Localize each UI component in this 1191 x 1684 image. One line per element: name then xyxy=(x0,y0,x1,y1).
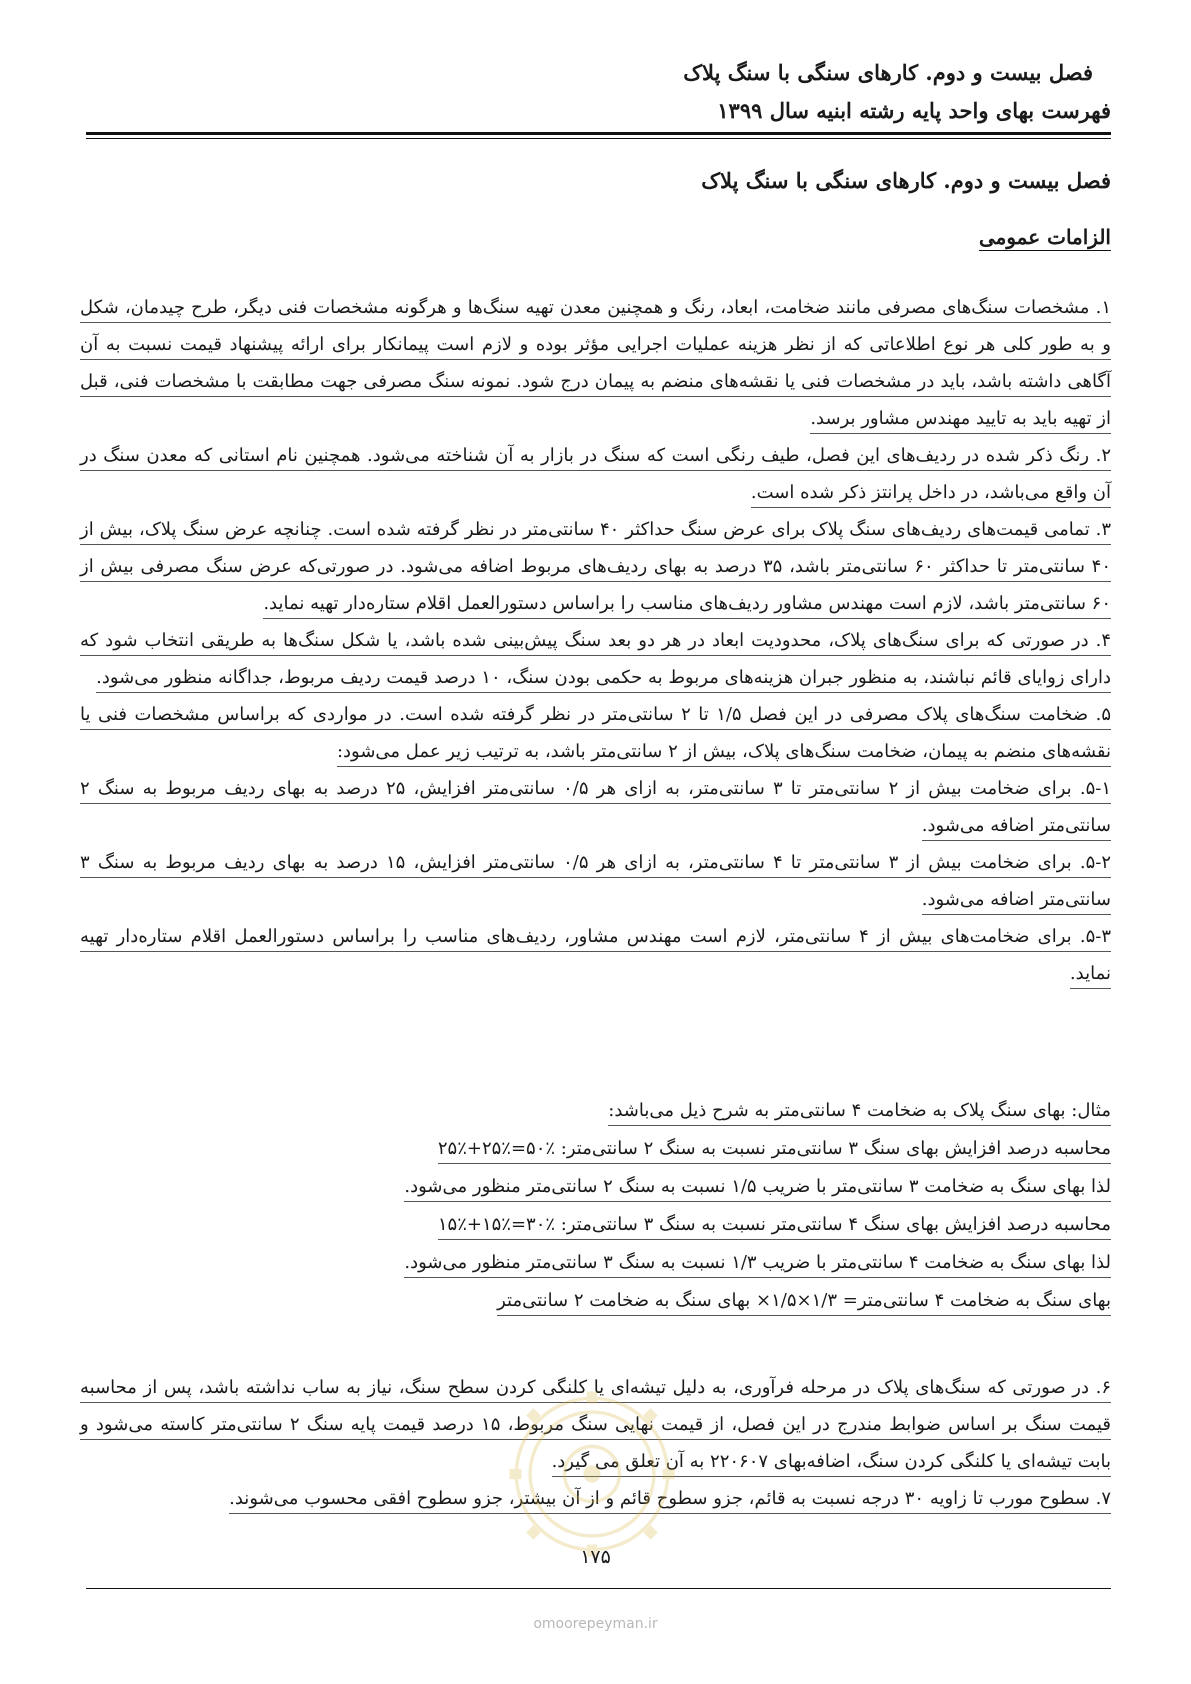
paragraph-3: ۳. تمامی قیمت‌های ردیف‌های سنگ پلاک برای عرض سنگ حداکثر ۴۰ سانتی‌متر در نظر گرفته شده است. چنانچه عرض سنگ پلاک، بیش از ۴۰ سانتی‌متر تا حداکثر ۶۰ سانتی‌متر باشد، ۳۵ درصد به بهای ردیف‌های مربوط اضافه می‌شود. در صورتی‌که عرض سنگ مصرفی بیش از ۶۰ سانتی‌متر باشد، لازم است مهندس مشاور ردیف‌های مناسب را براساس دستورالعمل اقلام ستاره‌دار تهیه نماید. xyxy=(80,511,1111,622)
paragraph-5-1: ۵-۱. برای ضخامت بیش از ۲ سانتی‌متر تا ۳ سانتی‌متر، به ازای هر ۰/۵ سانتی‌متر افزایش، ۲۵ درصد به بهای ردیف مربوط به سنگ ۲ سانتی‌متر اضافه می‌شود. xyxy=(80,770,1111,844)
header-rule-thick xyxy=(86,132,1111,135)
section-title: الزامات عمومی xyxy=(978,225,1111,249)
example-line: محاسبه درصد افزایش بهای سنگ ۴ سانتی‌متر نسبت به سنگ ۳ سانتی‌متر: ٪۳۰=٪۱۵+٪۱۵ xyxy=(80,1206,1111,1244)
page-number: ۱۷۵ xyxy=(580,1546,611,1568)
chapter-title: فصل بیست و دوم. کارهای سنگی با سنگ پلاک xyxy=(701,168,1111,193)
example-line: لذا بهای سنگ به ضخامت ۴ سانتی‌متر با ضریب ۱/۳ نسبت به سنگ ۳ سانتی‌متر منظور می‌شود. xyxy=(80,1244,1111,1282)
example-line: محاسبه درصد افزایش بهای سنگ ۳ سانتی‌متر نسبت به سنگ ۲ سانتی‌متر: ٪۵۰=٪۲۵+٪۲۵ xyxy=(80,1130,1111,1168)
gear-seal-icon xyxy=(506,1388,678,1560)
paragraph-2: ۲. رنگ ذکر شده در ردیف‌های این فصل، طیف رنگی است که سنگ در بازار به آن شناخته می‌شود. همچنین نام استانی که معدن سنگ در آن واقع می‌باشد، در داخل پرانتز ذکر شده است. xyxy=(80,437,1111,511)
footer-rule xyxy=(86,1588,1111,1589)
paragraph-4: ۴. در صورتی که برای سنگ‌های پلاک، محدودیت ابعاد در هر دو بعد سنگ پیش‌بینی شده باشد، یا شکل سنگ‌ها به طریقی انتخاب شود که دارای زوایای قائم نباشند، به منظور جبران هزینه‌های مربوط به حکمی بودن سنگ، ۱۰ درصد قیمت ردیف مربوط، جداگانه منظور می‌شود. xyxy=(80,622,1111,696)
paragraph-1: ۱. مشخصات سنگ‌های مصرفی مانند ضخامت، ابعاد، رنگ و همچنین معدن تهیه سنگ‌ها و هرگونه مشخصات فنی دیگر، طرح چیدمان، شکل و به طور کلی هر نوع اطلاعاتی که از نظر هزینه عملیات اجرایی مؤثر بوده و لازم است پیمانکار برای ارائه پیشنهاد قیمت نسبت به آن آگاهی داشته باشد، باید در مشخصات فنی یا نقشه‌های منضم به پیمان درج شود. نمونه سنگ مصرفی جهت مطابقت با مشخصات فنی، قبل از تهیه باید به تایید مهندس مشاور برسد. xyxy=(80,289,1111,437)
running-header-chapter: فصل بیست و دوم. کارهای سنگی با سنگ پلاک xyxy=(683,60,1093,85)
paragraph-5-2: ۵-۲. برای ضخامت بیش از ۳ سانتی‌متر تا ۴ سانتی‌متر، به ازای هر ۰/۵ سانتی‌متر افزایش، ۱۵ درصد به بهای ردیف مربوط به سنگ ۳ سانتی‌متر اضافه می‌شود. xyxy=(80,844,1111,918)
paragraph-6: ۶. در صورتی که سنگ‌های پلاک در مرحله فرآوری، به دلیل تیشه‌ای یا کلنگی کردن سطح سنگ، نیاز به ساب نداشته باشد، پس از محاسبه قیمت سنگ بر اساس ضوابط مندرج در این فصل، از قیمت نهایی سنگ مربوط، ۱۵ درصد قیمت پایه سنگ ۲ سانتی‌متر کاسته می‌شود و بابت تیشه‌ای یا کلنگی کردن سنگ، اضافه‌بهای ۲۲۰۶۰۷ به آن تعلق می گیرد. xyxy=(80,1369,1111,1480)
example-line: لذا بهای سنگ به ضخامت ۳ سانتی‌متر با ضریب ۱/۵ نسبت به سنگ ۲ سانتی‌متر منظور می‌شود. xyxy=(80,1168,1111,1206)
running-header-book: فهرست بهای واحد پایه رشته ابنیه سال ۱۳۹۹ xyxy=(717,98,1111,123)
watermark-website: omoorepeyman.ir xyxy=(533,1616,658,1632)
example-line: مثال: بهای سنگ پلاک به ضخامت ۴ سانتی‌متر به شرح ذیل می‌باشد: xyxy=(80,1092,1111,1130)
general-requirements-body xyxy=(80,289,1111,992)
header-rule-thin xyxy=(86,138,1111,139)
paragraph-7: ۷. سطوح مورب تا زاویه ۳۰ درجه نسبت به قائم، جزو سطوح قائم و از آن بیشتر، جزو سطوح افقی محسوب می‌شوند. xyxy=(80,1480,1111,1517)
paragraph-5-3: ۵-۳. برای ضخامت‌های بیش از ۴ سانتی‌متر، لازم است مهندس مشاور، ردیف‌های مناسب را براساس دستورالعمل اقلام ستاره‌دار تهیه نماید. xyxy=(80,918,1111,992)
paragraph-5: ۵. ضخامت سنگ‌های پلاک مصرفی در این فصل ۱/۵ تا ۲ سانتی‌متر در نظر گرفته شده است. در مواردی که براساس مشخصات فنی یا نقشه‌های منضم به پیمان، ضخامت سنگ‌های پلاک، بیش از ۲ سانتی‌متر باشد، به ترتیب زیر عمل می‌شود: xyxy=(80,696,1111,770)
example-line: بهای سنگ به ضخامت ۴ سانتی‌متر= ۱/۳×۱/۵× بهای سنگ به ضخامت ۲ سانتی‌متر xyxy=(80,1282,1111,1320)
example-block xyxy=(80,1092,1111,1320)
